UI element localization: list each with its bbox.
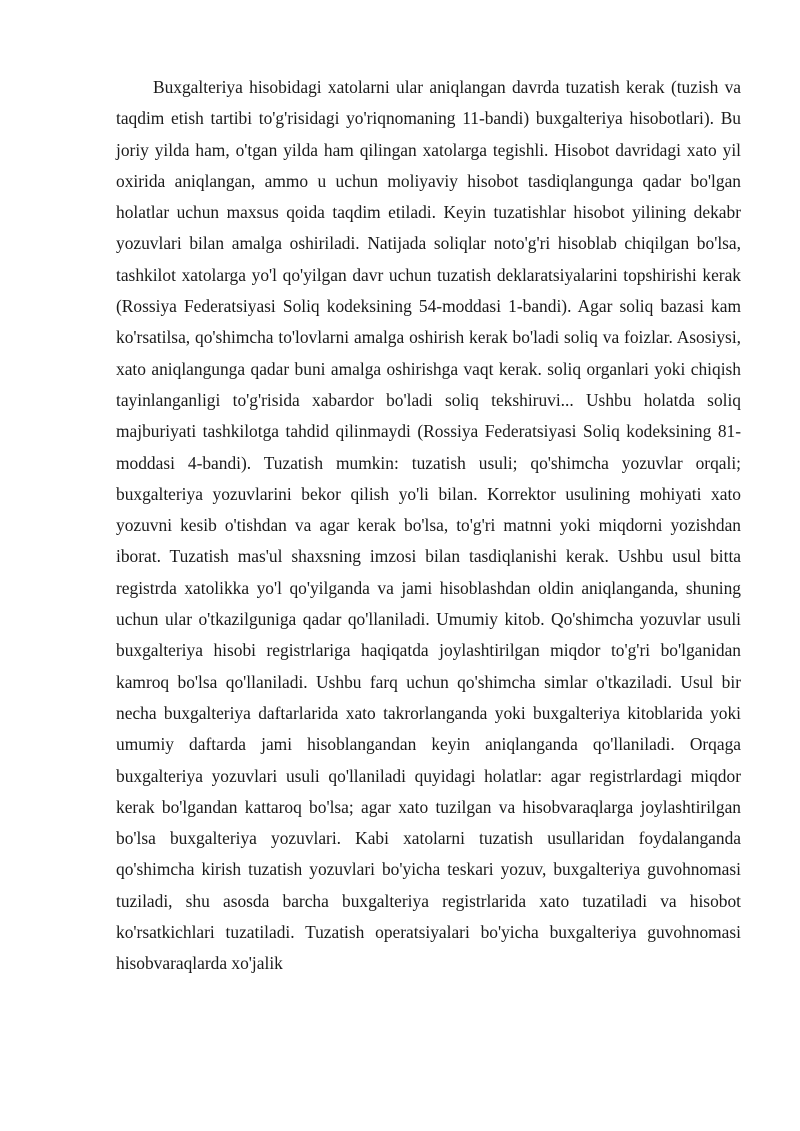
document-page: [116, 72, 741, 980]
body-paragraph: Buxgalteriya hisobidagi xatolarni ular aniqlangan davrda tuzatish kerak (tuzish va taqdim etish tartibi to'g'risidagi yo'riqnomaning 11-bandi) buxgalteriya hisobotlari). Bu joriy yilda ham, o'tgan yilda ham qilingan xatolarga tegishli. Hisobot davridagi xato yil oxirida aniqlangan, ammo u uchun moliyaviy hisobot tasdiqlangunga qadar bo'lgan holatlar uchun maxsus qoida taqdim etiladi. Keyin tuzatishlar hisobot yilining dekabr yozuvlari bilan amalga oshiriladi. Natijada soliqlar noto'g'ri hisoblab chiqilgan bo'lsa, tashkilot xatolarga yo'l qo'yilgan davr uchun tuzatish deklaratsiyalarini topshirishi kerak (Rossiya Federatsiyasi Soliq kodeksining 54-moddasi 1-bandi). Agar soliq bazasi kam ko'rsatilsa, qo'shimcha to'lovlarni amalga oshirish kerak bo'ladi soliq va foizlar. Asosiysi, xato aniqlangunga qadar buni amalga oshirishga vaqt kerak. soliq organlari yoki chiqish tayinlanganligi to'g'risida xabardor bo'ladi soliq tekshiruvi... Ushbu holatda soliq majburiyati tashkilotga tahdid qilinmaydi (Rossiya Federatsiyasi Soliq kodeksining 81-moddasi 4-bandi). Tuzatish mumkin: tuzatish usuli; qo'shimcha yozuvlar orqali; buxgalteriya yozuvlarini bekor qilish yo'li bilan. Korrektor usulining mohiyati xato yozuvni kesib o'tishdan va agar kerak bo'lsa, to'g'ri matnni yoki miqdorni yozishdan iborat. Tuzatish mas'ul shaxsning imzosi bilan tasdiqlanishi kerak. Ushbu usul bitta registrda xatolikka yo'l qo'yilganda va jami hisoblashdan oldin aniqlanganda, shuning uchun ular o'tkazilguniga qadar qo'llaniladi. Umumiy kitob. Qo'shimcha yozuvlar usuli buxgalteriya hisobi registrlariga haqiqatda joylashtirilgan miqdor to'g'ri bo'lganidan kamroq bo'lsa qo'llaniladi. Ushbu farq uchun qo'shimcha simlar o'tkaziladi. Usul bir necha buxgalteriya daftarlarida xato takrorlanganda yoki buxgalteriya kitoblarida yoki umumiy daftarda jami hisoblangandan keyin aniqlanganda qo'llaniladi. Orqaga buxgalteriya yozuvlari usuli qo'llaniladi quyidagi holatlar: agar registrlardagi miqdor kerak bo'lgandan kattaroq bo'lsa; agar xato tuzilgan va hisobvaraqlarga joylashtirilgan bo'lsa buxgalteriya yozuvlari. Kabi xatolarni tuzatish usullaridan foydalanganda qo'shimcha kirish tuzatish yozuvlari bo'yicha teskari yozuv, buxgalteriya guvohnomasi tuziladi, shu asosda barcha buxgalteriya registrlarida xato tuzatiladi va hisobot ko'rsatkichlari tuzatiladi. Tuzatish operatsiyalari bo'yicha buxgalteriya guvohnomasi hisobvaraqlarda xo'jalik: [116, 77, 741, 974]
